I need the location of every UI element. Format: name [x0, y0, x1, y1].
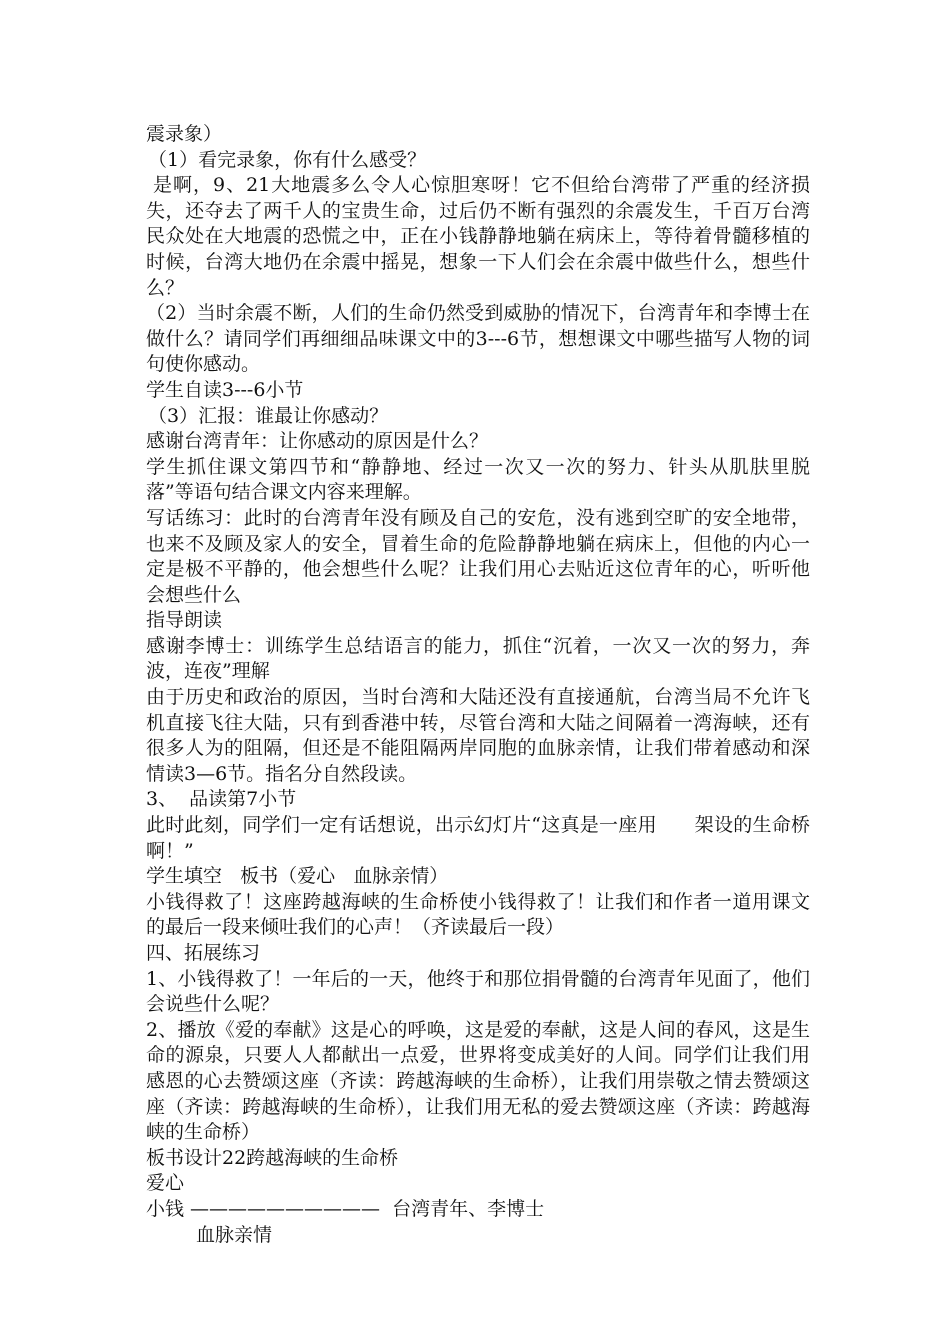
paragraph-20: 板书设计22跨越海峡的生命桥 — [146, 1146, 399, 1169]
paragraph-9: 写话练习：此时的台湾青年没有顾及自己的安危，没有逃到空旷的安全地带，也来不及顾及家人的安全，冒着生命的危险静静地躺在病床上，但他的内心一定是极不平静的，他会想些什么呢？让我们用心去贴近这位青年的心，听听他会想些什么 — [146, 506, 810, 606]
paragraph-10: 指导朗读 — [146, 609, 223, 632]
paragraph-23: 血脉亲情 — [196, 1223, 273, 1246]
paragraph-21: 爱心 — [146, 1172, 185, 1195]
paragraph-6: （3）汇报：谁最让你感动？ — [148, 404, 389, 427]
paragraph-4: （2）当时余震不断，人们的生命仍然受到威胁的情况下，台湾青年和李博士在做什么？请同学们再细细品味课文中的3---6节，想想课文中哪些描写人物的词句使你感动。 — [146, 302, 810, 376]
paragraph-19: 2、播放《爱的奉献》这是心的呼唤，这是爱的奉献，这是人间的春风，这是生命的源泉，只要人人都献出一点爱，世界将变成美好的人间。同学们让我们用感恩的心去赞颂这座（齐读：跨越海峡的生命桥），让我们用崇敬之情去赞颂这座（齐读：跨越海峡的生命桥），让我们用无私的爱去赞颂这座（齐读：跨越海峡的生命桥） — [146, 1018, 810, 1144]
paragraph-3: 是啊，9、21大地震多么令人心惊胆寒呀！它不但给台湾带了严重的经济损失，还夺去了两千人的宝贵生命，过后仍不断有强烈的余震发生，千百万台湾民众处在大地震的恐慌之中，正在小钱静静地躺在病床上，等待着骨髓移植的时候，台湾大地仍在余震中摇晃，想象一下人们会在余震中做些什么，想些什么？ — [146, 174, 810, 299]
paragraph-22: 小钱 —————————— 台湾青年、李博士 — [146, 1197, 545, 1220]
paragraph-5: 学生自读3---6小节 — [146, 378, 304, 401]
paragraph-7: 感谢台湾青年：让你感动的原因是什么？ — [146, 430, 489, 453]
document-page — [146, 122, 810, 1248]
paragraph-2: （1）看完录象，你有什么感受？ — [148, 148, 427, 171]
paragraph-16: 小钱得救了！这座跨越海峡的生命桥使小钱得救了！让我们和作者一道用课文的最后一段来倾吐我们的心声！（齐读最后一段） — [146, 890, 810, 939]
paragraph-15: 学生填空 板书（爱心 血脉亲情） — [146, 865, 449, 888]
paragraph-13: 3、 品读第7小节 — [146, 788, 297, 811]
paragraph-11: 感谢李博士：训练学生总结语言的能力，抓住“沉着，一次又一次的努力，奔波，连夜”理解 — [146, 634, 810, 683]
paragraph-14: 此时此刻，同学们一定有话想说，出示幻灯片“这真是一座用 架设的生命桥啊！” — [146, 814, 810, 862]
paragraph-12: 由于历史和政治的原因，当时台湾和大陆还没有直接通航，台湾当局不允许飞机直接飞往大陆，只有到香港中转，尽管台湾和大陆之间隔着一湾海峡，还有很多人为的阻隔，但还是不能阻隔两岸同胞的血脉亲情，让我们带着感动和深情读3—6节。指名分自然段读。 — [146, 686, 810, 785]
paragraph-1: 震录象） — [146, 123, 223, 145]
paragraph-17: 四、拓展练习 — [146, 942, 261, 964]
paragraph-18: 1、小钱得救了！一年后的一天，他终于和那位捐骨髓的台湾青年见面了，他们会说些什么呢？ — [146, 967, 810, 1016]
paragraph-8: 学生抓住课文第四节和“静静地、经过一次又一次的努力、针头从肌肤里脱落”等语句结合课文内容来理解。 — [146, 455, 810, 504]
